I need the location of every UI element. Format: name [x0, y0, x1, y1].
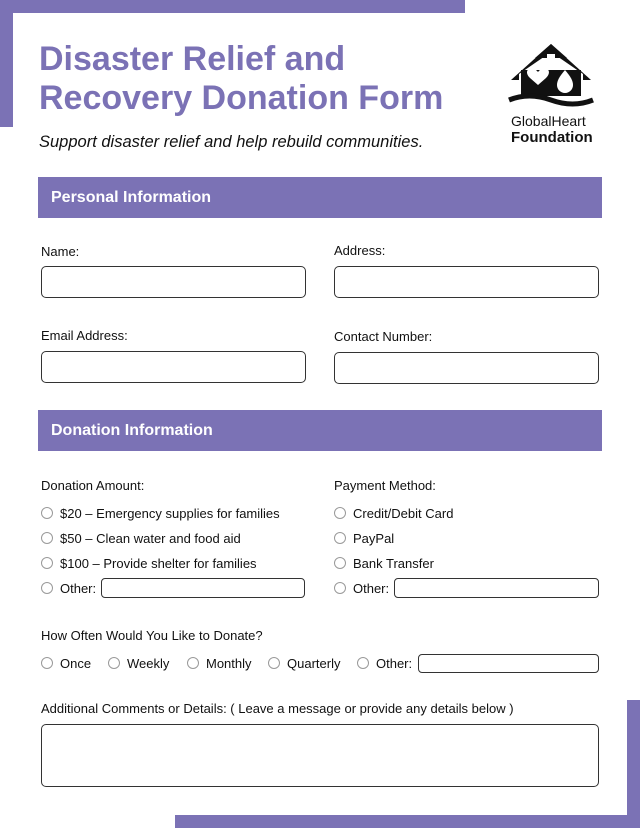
radio-icon[interactable]: [334, 557, 346, 569]
frequency-option-weekly[interactable]: [108, 655, 169, 671]
frequency-option-label: Monthly: [206, 655, 252, 671]
payment-option-label: Credit/Debit Card: [353, 505, 454, 521]
payment-option-paypal[interactable]: [334, 530, 394, 546]
payment-option-label: Other:: [353, 580, 390, 596]
payment-option-label: PayPal: [353, 530, 395, 546]
frequency-option-label: Quarterly: [287, 655, 341, 671]
radio-icon[interactable]: [41, 532, 53, 544]
radio-icon[interactable]: [108, 657, 120, 669]
payment-method-label: Payment Method:: [334, 478, 436, 493]
radio-icon[interactable]: [334, 507, 346, 519]
frequency-option-other[interactable]: [357, 655, 412, 671]
amount-option-label: $20 – Emergency supplies for families: [60, 505, 280, 521]
page-subtitle: Support disaster relief and help rebuild communities.: [39, 133, 424, 151]
decor-bar-left: [0, 0, 13, 127]
radio-icon[interactable]: [187, 657, 199, 669]
payment-other-field[interactable]: [394, 578, 599, 598]
contact-number-field[interactable]: [334, 352, 599, 384]
logo-text-foundation: Foundation: [511, 129, 593, 146]
foundation-logo: [503, 40, 608, 146]
amount-option-20[interactable]: [41, 505, 280, 521]
frequency-other-field[interactable]: [418, 654, 599, 673]
payment-option-bank[interactable]: [334, 555, 434, 571]
frequency-option-label: Once: [60, 655, 92, 671]
frequency-label: How Often Would You Like to Donate?: [41, 628, 263, 643]
email-field[interactable]: [41, 351, 306, 383]
payment-option-other[interactable]: [334, 580, 389, 596]
decor-bar-top: [0, 0, 465, 13]
decor-bar-bottom: [175, 815, 640, 828]
decor-bar-right: [627, 700, 640, 828]
frequency-option-quarterly[interactable]: [268, 655, 340, 671]
radio-icon[interactable]: [41, 557, 53, 569]
radio-icon[interactable]: [357, 657, 369, 669]
comments-label: Additional Comments or Details: ( Leave a message or provide any details below ): [41, 701, 514, 716]
frequency-option-once[interactable]: [41, 655, 91, 671]
section-personal-information: Personal Information: [38, 177, 602, 218]
amount-option-other[interactable]: [41, 580, 96, 596]
comments-textarea[interactable]: [41, 724, 599, 787]
logo-text-globalheart: GlobalHeart: [511, 113, 586, 129]
name-label: Name:: [41, 244, 80, 259]
donation-amount-label: Donation Amount:: [41, 478, 145, 493]
frequency-option-label: Other:: [376, 655, 413, 671]
payment-option-label: Bank Transfer: [353, 555, 434, 571]
name-field[interactable]: [41, 266, 306, 298]
frequency-option-monthly[interactable]: [187, 655, 252, 671]
email-label: Email Address:: [41, 328, 128, 343]
radio-icon[interactable]: [41, 657, 53, 669]
radio-icon[interactable]: [334, 532, 346, 544]
amount-other-field[interactable]: [101, 578, 305, 598]
house-heart-logo-icon: [507, 40, 595, 110]
amount-option-label: Other:: [60, 580, 97, 596]
payment-option-card[interactable]: [334, 505, 453, 521]
radio-icon[interactable]: [41, 507, 53, 519]
page-title: [39, 40, 459, 118]
radio-icon[interactable]: [41, 582, 53, 594]
address-label: Address:: [334, 243, 386, 258]
amount-option-label: $50 – Clean water and food aid: [60, 530, 241, 546]
amount-option-label: $100 – Provide shelter for families: [60, 555, 257, 571]
frequency-option-label: Weekly: [127, 655, 170, 671]
section-donation-information: Donation Information: [38, 410, 602, 451]
radio-icon[interactable]: [268, 657, 280, 669]
address-field[interactable]: [334, 266, 599, 298]
amount-option-100[interactable]: [41, 555, 257, 571]
radio-icon[interactable]: [334, 582, 346, 594]
amount-option-50[interactable]: [41, 530, 241, 546]
title-line-2: Recovery Donation Form: [39, 79, 444, 117]
contact-label: Contact Number:: [334, 329, 433, 344]
title-line-1: Disaster Relief and: [39, 40, 346, 78]
